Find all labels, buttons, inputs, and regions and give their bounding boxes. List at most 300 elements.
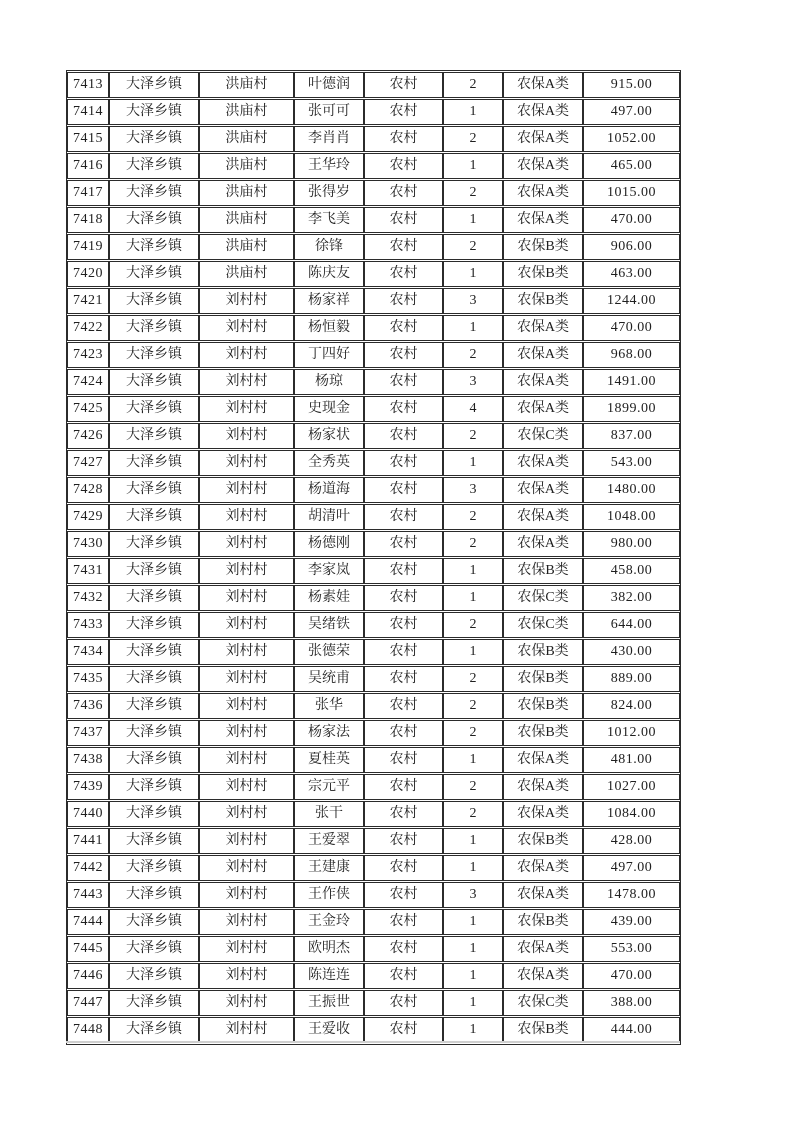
table-row [67,369,680,395]
table-row [67,720,680,746]
cell-id: 7416 [67,153,109,179]
cell-category: 农保C类 [503,612,583,638]
cell-town: 大泽乡镇 [109,126,199,152]
cell-id: 7438 [67,747,109,773]
cell-category: 农保B类 [503,639,583,665]
cell-town: 大泽乡镇 [109,180,199,206]
cell-persons: 1 [443,963,503,989]
cell-category: 农保A类 [503,963,583,989]
table-row [67,288,680,314]
cell-name: 杨家祥 [294,288,364,314]
cell-amount: 644.00 [583,612,680,638]
cell-residence: 农村 [364,261,443,287]
cell-persons: 3 [443,369,503,395]
cell-residence: 农村 [364,450,443,476]
cell-amount: 1012.00 [583,720,680,746]
cell-name: 李飞美 [294,207,364,233]
cell-village: 刘村村 [199,693,294,719]
cell-village: 刘村村 [199,855,294,881]
cell-name: 全秀英 [294,450,364,476]
cell-persons: 3 [443,882,503,908]
cell-name: 陈连连 [294,963,364,989]
cell-name: 宗元平 [294,774,364,800]
cell-village: 洪庙村 [199,234,294,260]
cell-town: 大泽乡镇 [109,693,199,719]
table-row [67,126,680,152]
cell-name: 徐锋 [294,234,364,260]
cell-residence: 农村 [364,477,443,503]
table-row [67,207,680,233]
cell-town: 大泽乡镇 [109,315,199,341]
table-row [67,693,680,719]
cell-name: 王建康 [294,855,364,881]
cell-category: 农保A类 [503,207,583,233]
cell-name: 王爱收 [294,1017,364,1043]
cell-town: 大泽乡镇 [109,1017,199,1043]
cell-village: 刘村村 [199,747,294,773]
cell-id: 7442 [67,855,109,881]
cell-residence: 农村 [364,288,443,314]
cell-town: 大泽乡镇 [109,882,199,908]
cell-id: 7435 [67,666,109,692]
cell-persons: 2 [443,774,503,800]
cell-village: 洪庙村 [199,153,294,179]
cell-name: 胡清叶 [294,504,364,530]
table-row [67,828,680,854]
cell-town: 大泽乡镇 [109,288,199,314]
cell-village: 刘村村 [199,828,294,854]
cell-residence: 农村 [364,396,443,422]
cell-village: 刘村村 [199,450,294,476]
cell-residence: 农村 [364,828,443,854]
cell-amount: 444.00 [583,1017,680,1043]
table-row [67,477,680,503]
cell-persons: 2 [443,180,503,206]
cell-id: 7446 [67,963,109,989]
table-row [67,963,680,989]
cell-category: 农保B类 [503,234,583,260]
cell-category: 农保A类 [503,180,583,206]
cell-village: 刘村村 [199,531,294,557]
cell-amount: 439.00 [583,909,680,935]
table-row [67,801,680,827]
cell-town: 大泽乡镇 [109,234,199,260]
cell-amount: 470.00 [583,963,680,989]
cell-town: 大泽乡镇 [109,72,199,98]
cell-name: 叶德润 [294,72,364,98]
cell-category: 农保B类 [503,693,583,719]
cell-village: 刘村村 [199,315,294,341]
cell-amount: 497.00 [583,99,680,125]
cell-amount: 1491.00 [583,369,680,395]
cell-village: 刘村村 [199,720,294,746]
cell-category: 农保A类 [503,396,583,422]
cell-residence: 农村 [364,585,443,611]
cell-amount: 1015.00 [583,180,680,206]
cell-name: 张华 [294,693,364,719]
cell-town: 大泽乡镇 [109,261,199,287]
cell-name: 夏桂英 [294,747,364,773]
cell-persons: 3 [443,288,503,314]
cell-category: 农保B类 [503,909,583,935]
cell-name: 王金玲 [294,909,364,935]
cell-id: 7429 [67,504,109,530]
cell-category: 农保B类 [503,1017,583,1043]
cell-town: 大泽乡镇 [109,369,199,395]
cell-category: 农保B类 [503,558,583,584]
cell-id: 7415 [67,126,109,152]
cell-village: 洪庙村 [199,261,294,287]
cell-category: 农保A类 [503,801,583,827]
table-row [67,180,680,206]
cell-residence: 农村 [364,342,443,368]
cell-id: 7432 [67,585,109,611]
cell-village: 刘村村 [199,558,294,584]
cell-town: 大泽乡镇 [109,963,199,989]
cell-category: 农保A类 [503,747,583,773]
cell-persons: 2 [443,342,503,368]
table-row [67,450,680,476]
table-row [67,72,680,98]
cell-id: 7426 [67,423,109,449]
cell-village: 刘村村 [199,504,294,530]
cell-residence: 农村 [364,666,443,692]
cell-town: 大泽乡镇 [109,396,199,422]
cell-id: 7421 [67,288,109,314]
cell-town: 大泽乡镇 [109,558,199,584]
cell-name: 杨家法 [294,720,364,746]
cell-id: 7433 [67,612,109,638]
cell-village: 刘村村 [199,423,294,449]
table-row [67,990,680,1016]
table-row [67,936,680,962]
cell-village: 刘村村 [199,909,294,935]
cell-category: 农保A类 [503,477,583,503]
cell-persons: 2 [443,72,503,98]
cell-category: 农保A类 [503,450,583,476]
cell-name: 史现金 [294,396,364,422]
cell-village: 刘村村 [199,882,294,908]
cell-persons: 4 [443,396,503,422]
table-row [67,1017,680,1043]
cell-persons: 1 [443,558,503,584]
cell-amount: 463.00 [583,261,680,287]
cell-name: 陈庆友 [294,261,364,287]
cell-residence: 农村 [364,747,443,773]
cell-village: 刘村村 [199,369,294,395]
cell-village: 刘村村 [199,1017,294,1043]
cell-village: 洪庙村 [199,72,294,98]
cell-persons: 2 [443,693,503,719]
cell-id: 7427 [67,450,109,476]
cell-persons: 2 [443,720,503,746]
table-row [67,315,680,341]
cell-town: 大泽乡镇 [109,342,199,368]
cell-residence: 农村 [364,801,443,827]
table-row [67,423,680,449]
cell-name: 吴统甫 [294,666,364,692]
table-row [67,342,680,368]
cell-category: 农保C类 [503,990,583,1016]
table-row [67,99,680,125]
cell-id: 7414 [67,99,109,125]
cell-persons: 1 [443,585,503,611]
cell-village: 洪庙村 [199,99,294,125]
cell-persons: 1 [443,99,503,125]
table-row [67,747,680,773]
cell-town: 大泽乡镇 [109,801,199,827]
cell-town: 大泽乡镇 [109,585,199,611]
cell-amount: 1480.00 [583,477,680,503]
cell-category: 农保B类 [503,261,583,287]
cell-village: 刘村村 [199,612,294,638]
cell-persons: 2 [443,423,503,449]
cell-amount: 382.00 [583,585,680,611]
cell-id: 7424 [67,369,109,395]
cell-id: 7418 [67,207,109,233]
cell-name: 张干 [294,801,364,827]
cell-village: 洪庙村 [199,180,294,206]
cell-id: 7425 [67,396,109,422]
cell-persons: 3 [443,477,503,503]
insurance-roster-table [66,70,681,1045]
cell-persons: 1 [443,315,503,341]
cell-persons: 1 [443,153,503,179]
cell-village: 刘村村 [199,342,294,368]
table-row [67,261,680,287]
table-row [67,909,680,935]
cell-name: 杨琼 [294,369,364,395]
cell-village: 刘村村 [199,963,294,989]
cell-town: 大泽乡镇 [109,909,199,935]
cell-category: 农保A类 [503,369,583,395]
cell-village: 刘村村 [199,801,294,827]
cell-residence: 农村 [364,153,443,179]
table-row [67,774,680,800]
cell-id: 7417 [67,180,109,206]
cell-amount: 428.00 [583,828,680,854]
cell-category: 农保A类 [503,855,583,881]
cell-town: 大泽乡镇 [109,207,199,233]
cell-id: 7434 [67,639,109,665]
cell-category: 农保A类 [503,153,583,179]
cell-residence: 农村 [364,990,443,1016]
table-row [67,666,680,692]
cell-id: 7431 [67,558,109,584]
table-row [67,585,680,611]
cell-category: 农保A类 [503,72,583,98]
table-row [67,612,680,638]
cell-name: 王华玲 [294,153,364,179]
cell-residence: 农村 [364,774,443,800]
cell-amount: 388.00 [583,990,680,1016]
cell-name: 张德荣 [294,639,364,665]
cell-residence: 农村 [364,693,443,719]
cell-village: 刘村村 [199,477,294,503]
cell-amount: 497.00 [583,855,680,881]
cell-category: 农保A类 [503,315,583,341]
cell-amount: 889.00 [583,666,680,692]
cell-town: 大泽乡镇 [109,450,199,476]
cell-persons: 2 [443,612,503,638]
cell-amount: 553.00 [583,936,680,962]
cell-town: 大泽乡镇 [109,990,199,1016]
cell-residence: 农村 [364,855,443,881]
cell-name: 欧明杰 [294,936,364,962]
cell-residence: 农村 [364,72,443,98]
cell-amount: 1048.00 [583,504,680,530]
cell-amount: 906.00 [583,234,680,260]
cell-name: 李家岚 [294,558,364,584]
cell-village: 刘村村 [199,774,294,800]
cell-id: 7422 [67,315,109,341]
cell-persons: 1 [443,909,503,935]
cell-category: 农保A类 [503,882,583,908]
cell-town: 大泽乡镇 [109,531,199,557]
cell-persons: 2 [443,531,503,557]
cell-amount: 481.00 [583,747,680,773]
cutoff-gridline [66,1041,680,1043]
table-row [67,396,680,422]
cell-residence: 农村 [364,99,443,125]
cell-village: 洪庙村 [199,207,294,233]
cell-name: 丁四好 [294,342,364,368]
cell-town: 大泽乡镇 [109,504,199,530]
cell-residence: 农村 [364,558,443,584]
table-row [67,153,680,179]
cell-village: 洪庙村 [199,126,294,152]
cell-amount: 470.00 [583,207,680,233]
cell-id: 7447 [67,990,109,1016]
cell-persons: 1 [443,828,503,854]
cell-amount: 465.00 [583,153,680,179]
cell-village: 刘村村 [199,936,294,962]
cell-name: 王作侠 [294,882,364,908]
cell-id: 7423 [67,342,109,368]
cell-village: 刘村村 [199,666,294,692]
cell-id: 7419 [67,234,109,260]
cell-id: 7443 [67,882,109,908]
cell-residence: 农村 [364,882,443,908]
cell-residence: 农村 [364,126,443,152]
cell-amount: 1052.00 [583,126,680,152]
cell-amount: 968.00 [583,342,680,368]
cell-category: 农保A类 [503,342,583,368]
cell-id: 7439 [67,774,109,800]
cell-name: 吴绪铁 [294,612,364,638]
cell-village: 刘村村 [199,639,294,665]
table-row [67,504,680,530]
cell-persons: 1 [443,747,503,773]
cell-category: 农保A类 [503,774,583,800]
cell-id: 7430 [67,531,109,557]
table-row [67,234,680,260]
cell-residence: 农村 [364,180,443,206]
cell-residence: 农村 [364,612,443,638]
cell-name: 张可可 [294,99,364,125]
cell-town: 大泽乡镇 [109,423,199,449]
cell-town: 大泽乡镇 [109,639,199,665]
cell-amount: 430.00 [583,639,680,665]
cell-persons: 1 [443,1017,503,1043]
cell-name: 王振世 [294,990,364,1016]
cell-residence: 农村 [364,639,443,665]
cell-amount: 980.00 [583,531,680,557]
cell-category: 农保A类 [503,99,583,125]
cell-town: 大泽乡镇 [109,747,199,773]
cell-amount: 915.00 [583,72,680,98]
cell-town: 大泽乡镇 [109,720,199,746]
cell-id: 7444 [67,909,109,935]
cell-residence: 农村 [364,207,443,233]
cell-category: 农保C类 [503,423,583,449]
cell-id: 7445 [67,936,109,962]
cell-name: 张得岁 [294,180,364,206]
cell-amount: 470.00 [583,315,680,341]
cell-town: 大泽乡镇 [109,99,199,125]
cell-residence: 农村 [364,234,443,260]
cell-category: 农保A类 [503,504,583,530]
cell-name: 杨道海 [294,477,364,503]
cell-residence: 农村 [364,423,443,449]
cell-category: 农保A类 [503,126,583,152]
cell-village: 刘村村 [199,990,294,1016]
cell-residence: 农村 [364,963,443,989]
cell-town: 大泽乡镇 [109,774,199,800]
cell-name: 杨恒毅 [294,315,364,341]
cell-amount: 1899.00 [583,396,680,422]
cell-category: 农保B类 [503,666,583,692]
cell-persons: 2 [443,666,503,692]
table-row [67,639,680,665]
table-row [67,882,680,908]
table-row [67,855,680,881]
cell-amount: 1027.00 [583,774,680,800]
cell-town: 大泽乡镇 [109,153,199,179]
cell-town: 大泽乡镇 [109,666,199,692]
cell-residence: 农村 [364,720,443,746]
cell-name: 杨素娃 [294,585,364,611]
cell-id: 7448 [67,1017,109,1043]
cell-amount: 1478.00 [583,882,680,908]
table-row [67,558,680,584]
cell-village: 刘村村 [199,288,294,314]
cell-category: 农保C类 [503,585,583,611]
cell-persons: 1 [443,261,503,287]
cell-amount: 1084.00 [583,801,680,827]
cell-category: 农保A类 [503,531,583,557]
table-row [67,531,680,557]
cell-id: 7437 [67,720,109,746]
cell-town: 大泽乡镇 [109,828,199,854]
cell-residence: 农村 [364,909,443,935]
cell-id: 7420 [67,261,109,287]
cell-id: 7428 [67,477,109,503]
cell-residence: 农村 [364,369,443,395]
cell-town: 大泽乡镇 [109,477,199,503]
cell-category: 农保B类 [503,288,583,314]
cell-amount: 1244.00 [583,288,680,314]
cell-id: 7413 [67,72,109,98]
cell-persons: 1 [443,855,503,881]
cell-residence: 农村 [364,1017,443,1043]
cell-name: 杨德刚 [294,531,364,557]
cell-town: 大泽乡镇 [109,855,199,881]
cell-persons: 1 [443,207,503,233]
cell-amount: 837.00 [583,423,680,449]
cell-town: 大泽乡镇 [109,612,199,638]
cell-id: 7436 [67,693,109,719]
